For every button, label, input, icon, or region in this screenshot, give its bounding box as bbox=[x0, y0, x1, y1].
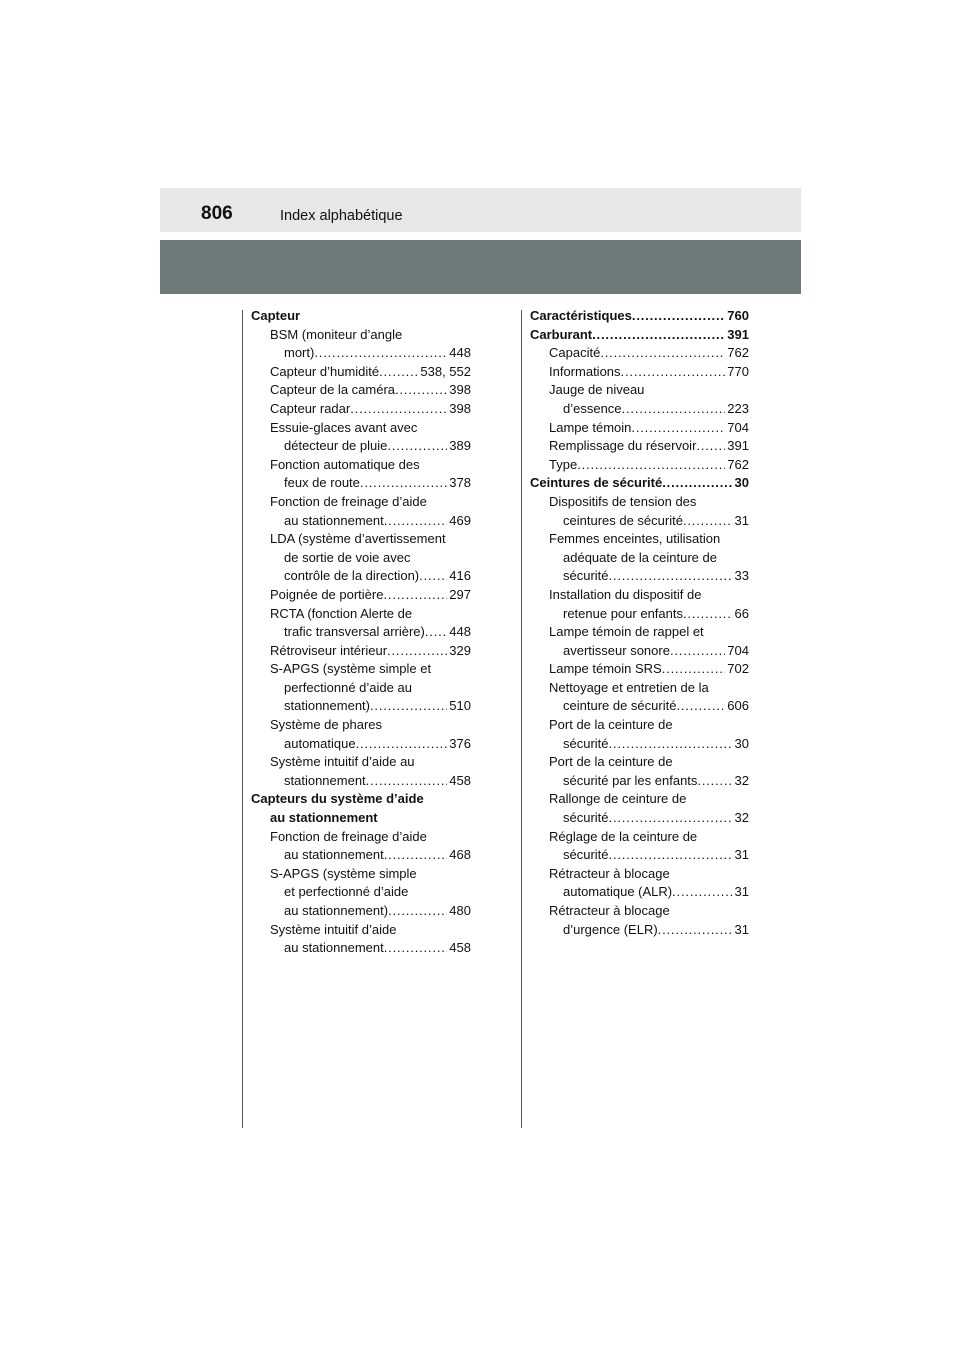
index-entry bbox=[530, 642, 749, 661]
index-entry: S-APGS (système simple bbox=[270, 865, 417, 881]
index-entry: de sortie de voie avec bbox=[284, 549, 411, 565]
index-entry-text: au stationnement bbox=[284, 847, 384, 863]
index-entry: Rétracteur à blocage bbox=[549, 903, 670, 918]
index-entry-text: Ceintures de sécurité bbox=[530, 475, 663, 491]
index-entry bbox=[251, 697, 471, 716]
index-entry bbox=[530, 307, 749, 326]
index-entry: Capteurs du système d’aide bbox=[251, 791, 424, 807]
index-entry-text: sécurité bbox=[563, 568, 609, 584]
index-entry-page: 760 bbox=[727, 308, 749, 323]
index-entry-text: au stationnement bbox=[284, 512, 384, 528]
index-entry: Femmes enceintes, utilisation bbox=[549, 531, 721, 547]
index-entry-text: Capteur de la caméra bbox=[270, 382, 396, 398]
dot-leader bbox=[592, 326, 725, 345]
index-entry bbox=[530, 400, 749, 419]
index-entry: au stationnement bbox=[270, 810, 378, 826]
index-entry-page: 30 bbox=[734, 735, 749, 751]
index-entry-text: Capacité bbox=[549, 345, 601, 361]
dot-leader bbox=[350, 400, 447, 419]
index-entry bbox=[530, 456, 749, 475]
index-entry bbox=[530, 735, 749, 754]
index-entry bbox=[251, 735, 471, 754]
index-entry-page: 702 bbox=[727, 661, 749, 677]
index-entry bbox=[251, 344, 471, 363]
index-entry: Système intuitif d’aide au bbox=[270, 754, 415, 770]
dot-leader bbox=[600, 344, 725, 363]
header-band bbox=[160, 188, 801, 232]
index-entry bbox=[530, 883, 749, 902]
index-entry: Rallonge de ceinture de bbox=[549, 791, 687, 807]
index-entry-page: 398 bbox=[449, 382, 471, 398]
index-entry bbox=[251, 586, 471, 605]
index-entry-text: Type bbox=[549, 456, 578, 472]
index-entry bbox=[530, 326, 749, 345]
index-entry-text: Rétroviseur intérieur bbox=[270, 642, 388, 658]
dot-leader bbox=[387, 642, 447, 661]
index-entry-page: 31 bbox=[734, 512, 749, 528]
index-entry-page: 448 bbox=[449, 624, 471, 640]
index-entry-text: Informations bbox=[549, 363, 621, 379]
index-entry bbox=[251, 363, 471, 382]
index-entry-text: Lampe témoin bbox=[549, 419, 632, 435]
index-entry-text: sécurité par les enfants bbox=[563, 772, 698, 788]
dot-leader bbox=[425, 623, 447, 642]
index-entry-text: Capteur d’humidité bbox=[270, 363, 380, 379]
index-entry-page: 704 bbox=[727, 419, 749, 435]
index-entry-text: stationnement bbox=[284, 772, 366, 788]
index-entry: Fonction automatique des bbox=[270, 456, 420, 472]
index-entry-page: 448 bbox=[449, 345, 471, 361]
index-entry bbox=[530, 363, 749, 382]
dot-leader bbox=[621, 363, 726, 382]
index-entry-page: 31 bbox=[734, 847, 749, 863]
index-entry: adéquate de la ceinture de bbox=[563, 549, 717, 565]
index-entry: Capteur bbox=[251, 308, 301, 323]
index-entry: perfectionné d’aide au bbox=[284, 679, 412, 695]
index-entry-text: feux de route bbox=[284, 475, 360, 491]
index-entry bbox=[530, 660, 749, 679]
index-entry-text: Remplissage du réservoir bbox=[549, 438, 697, 454]
dot-leader bbox=[419, 567, 447, 586]
index-entry-page: 31 bbox=[734, 884, 749, 900]
index-entry bbox=[530, 344, 749, 363]
index-entry-page: 458 bbox=[449, 772, 471, 788]
index-entry-text: trafic transversal arrière) bbox=[284, 624, 425, 640]
index-entry: RCTA (fonction Alerte de bbox=[270, 605, 413, 621]
index-entry-text: ceintures de sécurité bbox=[563, 512, 683, 528]
right-column-rule bbox=[521, 310, 522, 1128]
dot-leader bbox=[360, 474, 447, 493]
index-entry-page: 770 bbox=[727, 363, 749, 379]
dot-leader bbox=[697, 772, 732, 791]
dot-leader bbox=[577, 456, 725, 475]
left-column-rule bbox=[242, 310, 243, 1128]
dot-leader bbox=[683, 512, 733, 531]
index-entry bbox=[251, 623, 471, 642]
index-entry-text: automatique bbox=[284, 735, 356, 751]
dot-leader bbox=[356, 735, 448, 754]
dot-leader bbox=[683, 605, 733, 624]
index-entry-page: 762 bbox=[727, 456, 749, 472]
index-entry-text: stationnement) bbox=[284, 698, 370, 714]
index-entry-page: 297 bbox=[449, 586, 471, 602]
index-entry-text: sécurité bbox=[563, 810, 609, 826]
index-entry-text: au stationnement bbox=[284, 940, 384, 956]
index-entry: Système intuitif d’aide bbox=[270, 921, 397, 937]
index-entry-text: automatique (ALR) bbox=[563, 884, 673, 900]
index-entry-text: d’essence bbox=[563, 400, 622, 416]
index-entry-text: d’urgence (ELR) bbox=[563, 921, 658, 937]
index-entry: S-APGS (système simple et bbox=[270, 661, 432, 677]
index-entry-text: Poignée de portière bbox=[270, 586, 384, 602]
dot-leader bbox=[370, 697, 447, 716]
dot-leader bbox=[609, 567, 733, 586]
index-entry-text: Capteur radar bbox=[270, 400, 351, 416]
index-entry-page: 538, 552 bbox=[420, 363, 471, 379]
index-entry: Nettoyage et entretien de la bbox=[549, 679, 709, 695]
index-entry: Port de la ceinture de bbox=[549, 754, 673, 770]
dot-leader bbox=[314, 344, 447, 363]
index-entry bbox=[530, 512, 749, 531]
index-entry: et perfectionné d’aide bbox=[284, 884, 409, 900]
index-entry-page: 66 bbox=[734, 605, 749, 621]
index-entry bbox=[530, 437, 749, 456]
index-entry bbox=[251, 567, 471, 586]
index-entry-page: 458 bbox=[449, 940, 471, 956]
index-entry-text: Caractéristiques bbox=[530, 308, 632, 323]
page-title: Index alphabétique bbox=[280, 208, 403, 224]
index-entry-text: au stationnement) bbox=[284, 903, 389, 918]
index-entry-page: 391 bbox=[727, 326, 749, 342]
index-entry-text: sécurité bbox=[563, 735, 609, 751]
index-entry-page: 223 bbox=[727, 400, 749, 416]
index-entry bbox=[251, 512, 471, 531]
index-entry: Jauge de niveau bbox=[549, 382, 645, 398]
index-entry-page: 391 bbox=[727, 438, 749, 454]
dot-leader bbox=[696, 437, 725, 456]
dot-leader bbox=[366, 772, 448, 791]
index-entry bbox=[530, 605, 749, 624]
index-entry-page: 329 bbox=[449, 642, 471, 658]
index-entry-page: 389 bbox=[449, 438, 471, 454]
index-entry bbox=[251, 846, 471, 865]
index-entry bbox=[530, 772, 749, 791]
dot-leader bbox=[379, 363, 418, 382]
index-entry-text: retenue pour enfants bbox=[563, 605, 683, 621]
dot-leader bbox=[609, 846, 733, 865]
index-entry-page: 762 bbox=[727, 345, 749, 361]
dot-leader bbox=[395, 381, 447, 400]
index-entry-page: 378 bbox=[449, 475, 471, 491]
dot-leader bbox=[631, 419, 725, 438]
index-column-right bbox=[530, 307, 749, 939]
dot-leader bbox=[383, 586, 447, 605]
index-entry-page: 510 bbox=[449, 698, 471, 714]
dot-leader bbox=[658, 921, 733, 940]
index-entry-page: 31 bbox=[734, 921, 749, 937]
index-entry-text: détecteur de pluie bbox=[284, 438, 388, 454]
dot-leader bbox=[662, 660, 726, 679]
index-entry bbox=[530, 419, 749, 438]
index-entry-page: 480 bbox=[449, 903, 471, 918]
dot-leader bbox=[662, 474, 732, 493]
index-entry: BSM (moniteur d’angle bbox=[270, 326, 403, 342]
index-entry: Fonction de freinage d’aide bbox=[270, 828, 427, 844]
index-entry bbox=[251, 772, 471, 791]
index-entry-page: 469 bbox=[449, 512, 471, 528]
dot-leader bbox=[676, 697, 725, 716]
index-entry: Système de phares bbox=[270, 717, 383, 733]
page-number: 806 bbox=[201, 203, 233, 224]
index-entry: Réglage de la ceinture de bbox=[549, 828, 698, 844]
index-entry-page: 30 bbox=[734, 475, 749, 491]
index-entry-page: 606 bbox=[727, 698, 749, 714]
index-entry bbox=[251, 381, 471, 400]
dot-leader bbox=[632, 307, 725, 326]
index-entry-page: 33 bbox=[734, 568, 749, 584]
index-entry bbox=[251, 437, 471, 456]
index-entry-text: contrôle de la direction) bbox=[284, 568, 420, 584]
index-entry bbox=[530, 846, 749, 865]
dot-leader bbox=[622, 400, 726, 419]
index-entry-page: 32 bbox=[734, 810, 749, 826]
index-entry-text: sécurité bbox=[563, 847, 609, 863]
index-entry-text: Carburant bbox=[530, 326, 593, 342]
index-entry bbox=[530, 474, 749, 493]
index-entry-page: 376 bbox=[449, 735, 471, 751]
index-entry-page: 398 bbox=[449, 400, 471, 416]
index-entry-page: 32 bbox=[734, 772, 749, 788]
dot-leader bbox=[670, 642, 725, 661]
index-entry bbox=[530, 809, 749, 828]
index-entry-text: ceinture de sécurité bbox=[563, 698, 677, 714]
index-entry: Rétracteur à blocage bbox=[549, 865, 670, 881]
index-entry bbox=[530, 921, 749, 940]
index-entry: Port de la ceinture de bbox=[549, 717, 673, 733]
dot-leader bbox=[672, 883, 732, 902]
dot-leader bbox=[609, 809, 733, 828]
index-entry: LDA (système d’avertissement bbox=[270, 531, 446, 547]
index-entry: Installation du dispositif de bbox=[549, 586, 702, 602]
index-entry-text: Lampe témoin SRS bbox=[549, 661, 662, 677]
index-column-left bbox=[251, 307, 471, 958]
dot-leader bbox=[388, 902, 447, 921]
index-entry-text: avertisseur sonore bbox=[563, 642, 670, 658]
index-entry bbox=[251, 400, 471, 419]
index-entry: Fonction de freinage d’aide bbox=[270, 493, 427, 509]
index-entry bbox=[251, 474, 471, 493]
section-bar bbox=[160, 240, 801, 294]
index-entry-page: 468 bbox=[449, 847, 471, 863]
index-entry bbox=[251, 939, 471, 958]
index-entry bbox=[530, 567, 749, 586]
index-entry: Essuie-glaces avant avec bbox=[270, 419, 418, 435]
dot-leader bbox=[609, 735, 733, 754]
index-entry-text: mort) bbox=[284, 345, 315, 361]
index-entry: Lampe témoin de rappel et bbox=[549, 624, 704, 640]
index-entry-page: 416 bbox=[449, 568, 471, 584]
dot-leader bbox=[384, 846, 448, 865]
index-entry bbox=[251, 642, 471, 661]
index-entry: Dispositifs de tension des bbox=[549, 493, 697, 509]
index-entry-page: 704 bbox=[727, 642, 749, 658]
dot-leader bbox=[384, 939, 448, 958]
index-entry bbox=[251, 902, 471, 921]
index-entry bbox=[530, 697, 749, 716]
dot-leader bbox=[384, 512, 448, 531]
dot-leader bbox=[387, 437, 447, 456]
